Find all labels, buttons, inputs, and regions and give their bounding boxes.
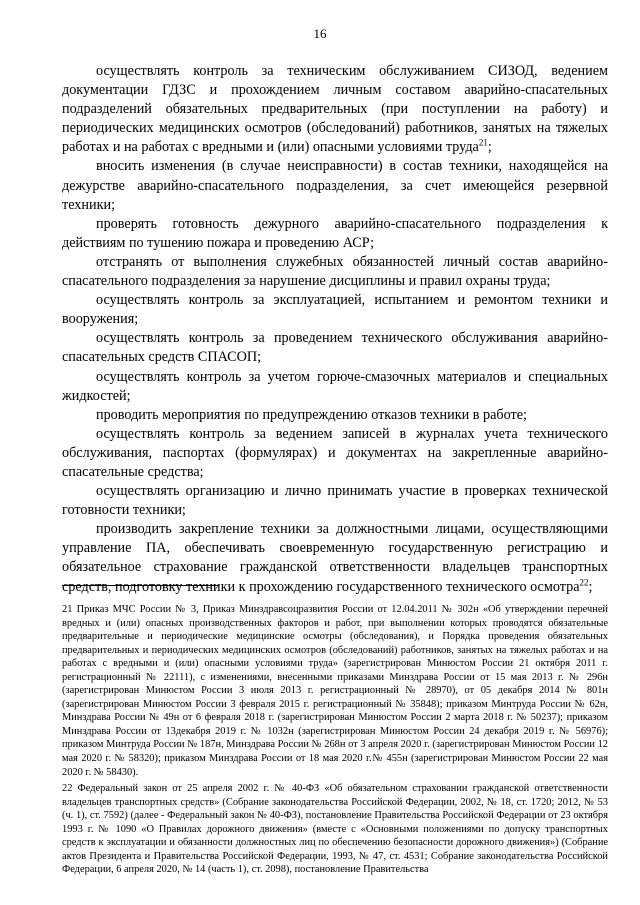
paragraph-1: осуществлять контроль за техническим обслуживанием СИЗОД, ведением документации ГДЗС и прохождением личным составом аварийно-спасательных подразделений обязательных предварительных (при поступлении на работу) и периодических медицинских осмотров (обследований) работников, занятых на тяжелых работах и на работах с вредными и (или) опасными условиями труда$^{21}$; [62, 63, 608, 156]
paragraph-3: проверять готовность дежурного аварийно-спасательного подразделения к действиям по тушению пожара и проведению АСР; [62, 215, 608, 251]
footnote-separator [62, 585, 218, 586]
paragraph-8: проводить мероприятия по предупреждению отказов техники в работе; [96, 406, 527, 423]
footnote-22: 22 Федеральный закон от 25 апреля 2002 г. № 40-ФЗ «Об обязательном страховании гражданской ответственности владельцев транспортных средств» (Собрание законодательства Российской Федерации, 2002, № 18, ст. 1720; 2012, № 53 (ч. 1), ст. 7592) (далее - Федеральный закон № 40-ФЗ), постановление Правительства Российской Федерации от 23 октября 1993 г. № 1090 «О Правилах дорожного движения» (вместе с «Основными положениями по допуску транспортных средств к эксплуатации и обязанности должностных лиц по обеспечению безопасности дорожного движения») (Собрание актов Президента и Правительства Российской Федерации, 1993, № 47, ст. 4531; Собрание законодательства Российской Федерации, 6 апреля 2020, № 14 (часть 1), ст. 2098), постановление Правительства [62, 783, 608, 876]
paragraph-5: осуществлять контроль за эксплуатацией, испытанием и ремонтом техники и вооружения; [62, 292, 608, 328]
paragraph-6: осуществлять контроль за проведением технического обслуживания аварийно-спасательных средств СПАСОП; [62, 330, 608, 366]
body-text [62, 62, 608, 597]
footnote-ref-21: 21 [478, 137, 488, 148]
paragraph-10: осуществлять организацию и лично принимать участие в проверках технической готовности техники; [62, 483, 608, 519]
paragraph-9: осуществлять контроль за ведением записей в журналах учета технического обслуживания, паспортах (формулярах) и документах на закрепленные аварийно-спасательные средства; [62, 425, 608, 480]
footnote-ref-22: 22 [579, 576, 589, 587]
footnote-21: 21 Приказ МЧС России № 3, Приказ Минздравсоцразвития России от 12.04.2011 № 302н «Об утверждении перечней вредных и (или) опасных производственных факторов и работ, при выполнении которых проводятся обязательные предварительные и периодические медицинские осмотры (обследования), и Порядка проведения обязательных предварительных и периодических медицинских осмотров (обследований) работников, занятых на тяжелых работах и на работах с вредными и (или) опасными условиями труда» (зарегистрирован Минюстом России 21 октября 2011 г. регистрационный № 22111), с изменениями, внесенными приказами Минздрава России от 15 мая 2013 г. № 296н (зарегистрирован Минюстом России 3 июля 2013 г. регистрационный № 28970), от 05 декабря 2014 № 801н (зарегистрирован Минюстом России 3 февраля 2015 г. регистрационный № 35848); приказом Минтруда России № 62н, Минздрава России № 49н от 6 февраля 2018 г. (зарегистрирован Минюстом России 2 марта 2018 г. № 50237); приказом Минздрава России от 13декабря 2019 г. № 1032н (зарегистрирован Минюстом России 24 декабря 2019 г. № 56976); приказом Минтруда России № 187н, Минздрава России № 268н от 3 апреля 2020 г. (зарегистрирован Минюстом России 12 мая 2020 г. № 58320); приказом Минздрава России от 18 мая 2020 г.№ 455н (зарегистрирован Минюстом России 22 мая 2020 г. № 58430). [62, 604, 608, 778]
paragraph-4: отстранять от выполнения служебных обязанностей личный состав аварийно-спасательного подразделения за нарушение дисциплины и правил охраны труда; [62, 253, 608, 290]
page-number: 16 [313, 26, 327, 41]
paragraph-7: осуществлять контроль за учетом горюче-смазочных материалов и специальных жидкостей; [62, 368, 608, 404]
footnotes [62, 603, 608, 880]
paragraph-11: производить закрепление техники за должностными лицами, осуществляющими управление ПА, обеспечивать своевременную государственную регистрацию и обязательное страхование гражданской ответственности владельцев транспортных средств, подготовку техники к прохождению государственного технического осмотра$^{22}$; [62, 521, 608, 595]
paragraph-2: вносить изменения (в случае неисправности) в состав техники, находящейся на дежурстве аварийно-спасательного подразделения, за счет имеющейся резервной техники; [62, 158, 608, 213]
